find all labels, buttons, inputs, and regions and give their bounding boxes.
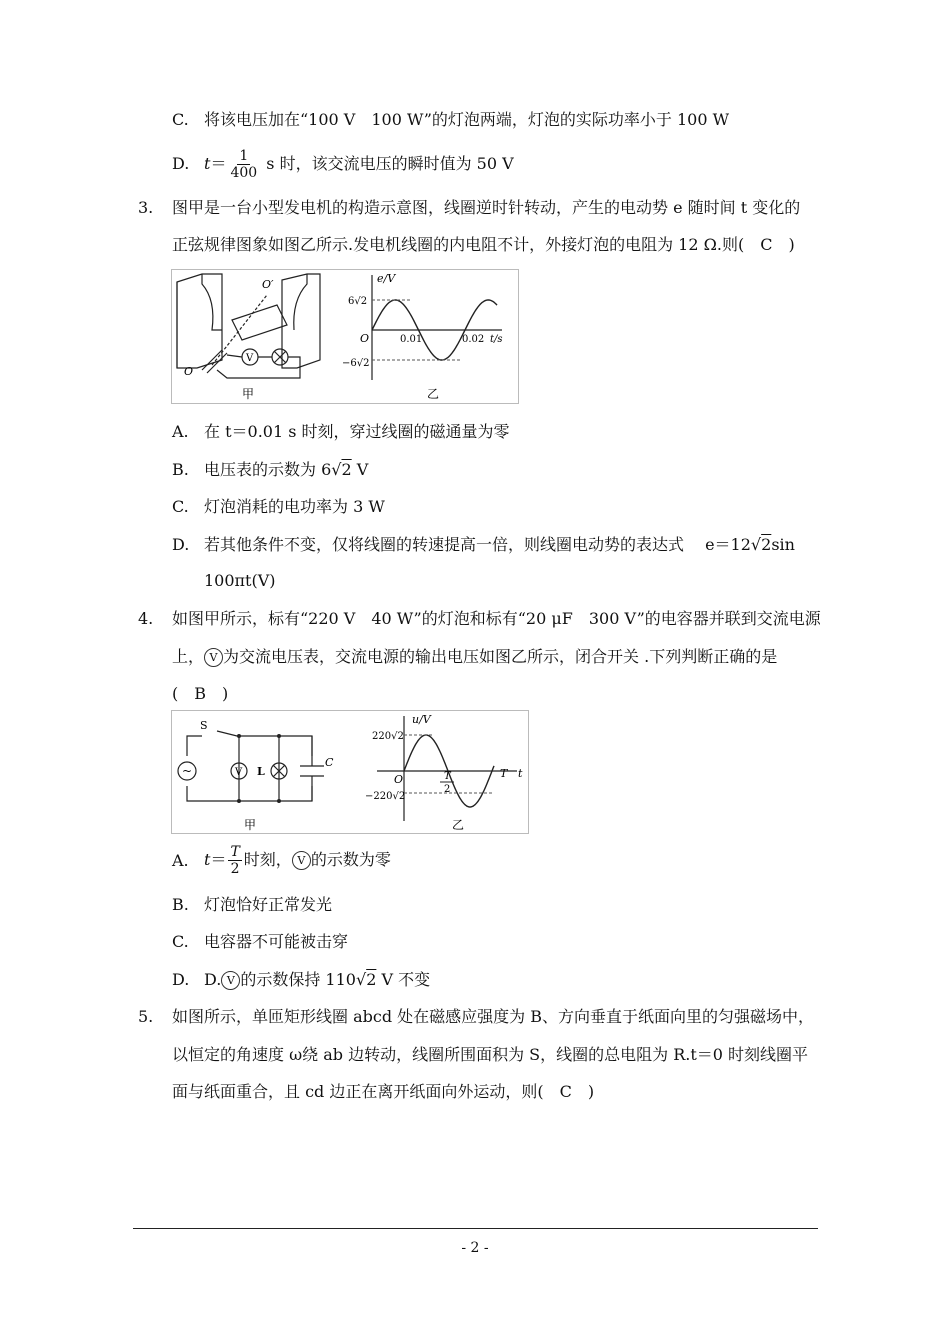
q4-optB-label: B.: [172, 895, 189, 914]
voltmeter-icon: V: [292, 851, 311, 870]
q3-number: 3.: [138, 198, 154, 217]
q4-figure: [171, 710, 529, 834]
q3-optA-label: A.: [172, 422, 189, 441]
q3-optD-line2: 100πt(V): [204, 571, 276, 590]
q4-fig-right-caption: 乙: [452, 818, 465, 832]
q4-half-den: 2: [444, 784, 451, 795]
q4-lamp-label: L: [257, 765, 265, 778]
q3-optD-label: D.: [172, 535, 190, 554]
q3-line1: 图甲是一台小型发电机的构造示意图，线圈逆时针转动，产生的电动势 e 随时间 t 变化的: [172, 198, 801, 217]
q4-switch-label: S: [200, 719, 208, 732]
q4-origin: O: [394, 773, 404, 786]
q3-meter-label: V: [246, 353, 254, 364]
voltmeter-icon: V: [204, 648, 223, 667]
q3-x1: 0.01: [400, 334, 423, 345]
q3-optB-text: 电压表的示数为 6√2 V: [204, 460, 369, 479]
q3-optA-text: 在 t＝0.01 s 时刻，穿过线圈的磁通量为零: [204, 422, 510, 441]
q4-optA-label: A.: [172, 851, 189, 870]
q4-line3: ( B ): [172, 684, 229, 703]
q4-source-label: ~: [182, 764, 193, 778]
q5-line2: 以恒定的角速度 ω绕 ab 边转动，线圈所围面积为 S，线圈的总电阻为 R.t＝0 时刻线圈平: [172, 1045, 809, 1064]
q3-x2: 0.02: [462, 334, 485, 345]
q4-half-num: T: [444, 771, 451, 782]
q3-o: O: [184, 365, 194, 378]
page-number: - 2 -: [461, 1240, 489, 1256]
q2-optC-label: C.: [172, 110, 189, 129]
q4-optD-label: D.: [172, 970, 190, 989]
q4-fig-left-caption: 甲: [244, 818, 257, 832]
q4-circuit: [178, 731, 324, 801]
q3-optC-label: C.: [172, 497, 189, 516]
q4-optC-label: C.: [172, 932, 189, 951]
q3-figure-svg: [172, 270, 518, 403]
q4-cap-label: C: [325, 756, 334, 769]
q2-optD-text: t＝ $\frac{1}{400}$ s 时，该交流电压的瞬时值为 50 V: [204, 148, 514, 181]
q3-ylabel: e/V: [377, 272, 396, 285]
q3-optD-text: 若其他条件不变，仅将线圈的转速提高一倍，则线圈电动势的表达式 e＝12√2sin: [204, 535, 795, 554]
q4-optD-text: D. V 的示数保持 110√2 V 不变: [204, 970, 431, 989]
q4-line1: 如图甲所示，标有“220 V 40 W”的灯泡和标有“20 μF 300 V”的电容器并联到交流电源: [172, 609, 821, 628]
q5-line3: 面与纸面重合，且 cd 边正在离开纸面向外运动，则( C ): [172, 1082, 595, 1101]
q2-optD-label: D.: [172, 154, 190, 173]
q3-xlabel: t/s: [490, 334, 503, 345]
q5-number: 5.: [138, 1007, 154, 1026]
q3-fig-right-caption: 乙: [427, 387, 440, 401]
q4-number: 4.: [138, 609, 154, 628]
q3-fig-left-caption: 甲: [242, 387, 255, 401]
q3-graph: [372, 275, 502, 380]
q5-line1: 如图所示，单匝矩形线圈 abcd 处在磁感应强度为 B、方向垂直于纸面向里的匀强磁场中，: [172, 1007, 815, 1026]
q3-figure: [171, 269, 519, 404]
q4-ytop: 220√2: [372, 731, 404, 742]
q3-oprime: O′: [262, 278, 274, 291]
q4-meter-label: V: [235, 767, 243, 778]
q3-optB-label: B.: [172, 460, 189, 479]
footer-rule: [133, 1228, 818, 1229]
q4-xlabel: t: [518, 767, 523, 780]
q4-ybottom: −220√2: [365, 791, 406, 802]
q3-line2: 正弦规律图象如图乙所示.发电机线圈的内电阻不计，外接灯泡的电阻为 12 Ω.则( C ): [172, 235, 795, 254]
q4-optC-text: 电容器不可能被击穿: [204, 932, 349, 951]
q3-ytop: 6√2: [348, 296, 368, 307]
q4-ylabel: u/V: [412, 713, 431, 726]
q3-optC-text: 灯泡消耗的电功率为 3 W: [204, 497, 385, 516]
q4-line2: 上， V 为交流电压表，交流电源的输出电压如图乙所示，闭合开关 .下列判断正确的是: [172, 647, 778, 666]
q3-origin: O: [360, 332, 370, 345]
q4-optA-text: t＝ $\frac{T}{2}$ 时刻， V 的示数为零: [204, 844, 391, 877]
q2-optC-text: 将该电压加在“100 V 100 W”的灯泡两端，灯泡的实际功率小于 100 W: [204, 110, 730, 129]
q4-figure-svg: [172, 711, 528, 833]
q4-tmark: T: [500, 767, 508, 780]
q3-ybottom: −6√2: [342, 358, 370, 369]
q4-optB-text: 灯泡恰好正常发光: [204, 895, 333, 914]
voltmeter-icon: V: [221, 971, 240, 990]
